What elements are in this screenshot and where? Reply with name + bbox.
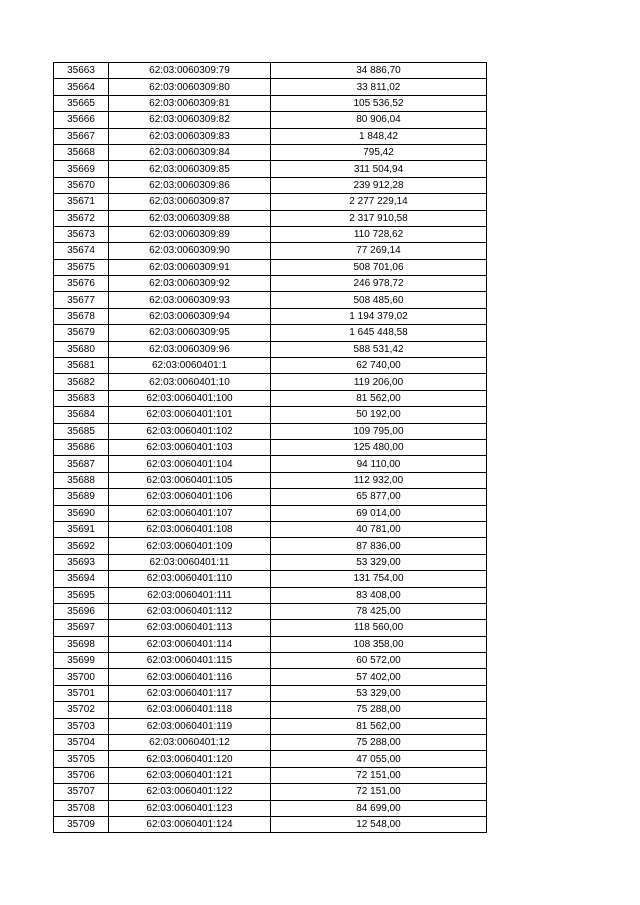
table-row [54,407,487,423]
cadastral-number-cell: 62:03:0060309:96 [109,341,271,357]
table-row [54,276,487,292]
row-number-cell: 35707 [54,784,109,800]
cadastral-number-cell: 62:03:0060309:94 [109,308,271,324]
value-cell: 65 877,00 [271,489,487,505]
row-number-cell: 35689 [54,489,109,505]
row-number-cell: 35668 [54,144,109,160]
table-row [54,718,487,734]
value-cell: 62 740,00 [271,358,487,374]
table-row [54,702,487,718]
row-number-cell: 35683 [54,390,109,406]
value-cell: 47 055,00 [271,751,487,767]
value-cell: 239 912,28 [271,177,487,193]
row-number-cell: 35682 [54,374,109,390]
row-number-cell: 35684 [54,407,109,423]
table-row [54,587,487,603]
cadastral-number-cell: 62:03:0060309:85 [109,161,271,177]
row-number-cell: 35698 [54,636,109,652]
value-cell: 2 277 229,14 [271,194,487,210]
cadastral-number-cell: 62:03:0060401:113 [109,620,271,636]
cadastral-number-cell: 62:03:0060401:111 [109,587,271,603]
table-row [54,325,487,341]
cadastral-number-cell: 62:03:0060309:82 [109,112,271,128]
value-cell: 53 329,00 [271,685,487,701]
row-number-cell: 35674 [54,243,109,259]
cadastral-number-cell: 62:03:0060309:90 [109,243,271,259]
cadastral-number-cell: 62:03:0060309:89 [109,226,271,242]
value-cell: 112 932,00 [271,472,487,488]
table-row [54,603,487,619]
value-cell: 1 848,42 [271,128,487,144]
value-cell: 311 504,94 [271,161,487,177]
value-cell: 40 781,00 [271,521,487,537]
cadastral-number-cell: 62:03:0060401:115 [109,653,271,669]
row-number-cell: 35709 [54,816,109,832]
cadastral-number-cell: 62:03:0060401:110 [109,571,271,587]
cadastral-number-cell: 62:03:0060309:83 [109,128,271,144]
row-number-cell: 35706 [54,767,109,783]
row-number-cell: 35666 [54,112,109,128]
value-cell: 508 701,06 [271,259,487,275]
cadastral-number-cell: 62:03:0060309:80 [109,79,271,95]
cadastral-number-cell: 62:03:0060401:10 [109,374,271,390]
value-cell: 110 728,62 [271,226,487,242]
table-row [54,816,487,832]
row-number-cell: 35670 [54,177,109,193]
table-row [54,456,487,472]
value-cell: 75 288,00 [271,702,487,718]
table-row [54,784,487,800]
value-cell: 108 358,00 [271,636,487,652]
row-number-cell: 35663 [54,63,109,79]
row-number-cell: 35669 [54,161,109,177]
row-number-cell: 35678 [54,308,109,324]
table-row [54,390,487,406]
cadastral-number-cell: 62:03:0060309:88 [109,210,271,226]
cadastral-number-cell: 62:03:0060401:101 [109,407,271,423]
cadastral-number-cell: 62:03:0060309:92 [109,276,271,292]
value-cell: 84 699,00 [271,800,487,816]
cadastral-number-cell: 62:03:0060401:109 [109,538,271,554]
row-number-cell: 35702 [54,702,109,718]
value-cell: 57 402,00 [271,669,487,685]
row-number-cell: 35685 [54,423,109,439]
cadastral-number-cell: 62:03:0060401:108 [109,521,271,537]
value-cell: 83 408,00 [271,587,487,603]
value-cell: 105 536,52 [271,95,487,111]
table-row [54,341,487,357]
table-row [54,505,487,521]
table-row [54,259,487,275]
cadastral-number-cell: 62:03:0060401:116 [109,669,271,685]
table-row [54,800,487,816]
value-cell: 94 110,00 [271,456,487,472]
row-number-cell: 35673 [54,226,109,242]
value-cell: 81 562,00 [271,390,487,406]
cadastral-number-cell: 62:03:0060309:81 [109,95,271,111]
table-row [54,374,487,390]
row-number-cell: 35677 [54,292,109,308]
value-cell: 2 317 910,58 [271,210,487,226]
cadastral-number-cell: 62:03:0060309:93 [109,292,271,308]
table-row [54,751,487,767]
value-cell: 72 151,00 [271,784,487,800]
value-cell: 69 014,00 [271,505,487,521]
value-cell: 50 192,00 [271,407,487,423]
table-row [54,439,487,455]
cadastral-number-cell: 62:03:0060309:91 [109,259,271,275]
row-number-cell: 35691 [54,521,109,537]
cadastral-number-cell: 62:03:0060401:107 [109,505,271,521]
table-row [54,423,487,439]
value-cell: 795,42 [271,144,487,160]
row-number-cell: 35692 [54,538,109,554]
table-row [54,177,487,193]
table-row [54,653,487,669]
table-row [54,669,487,685]
table-row [54,308,487,324]
cadastral-number-cell: 62:03:0060401:11 [109,554,271,570]
value-cell: 1 645 448,58 [271,325,487,341]
cadastral-number-cell: 62:03:0060401:121 [109,767,271,783]
table-row [54,554,487,570]
value-cell: 33 811,02 [271,79,487,95]
table-row [54,636,487,652]
table-row [54,144,487,160]
table-row [54,735,487,751]
table-row [54,226,487,242]
table-row [54,489,487,505]
value-cell: 131 754,00 [271,571,487,587]
row-number-cell: 35695 [54,587,109,603]
cadastral-number-cell: 62:03:0060401:12 [109,735,271,751]
table-row [54,112,487,128]
table-row [54,161,487,177]
cadastral-number-cell: 62:03:0060401:123 [109,800,271,816]
cadastral-number-cell: 62:03:0060401:114 [109,636,271,652]
value-cell: 118 560,00 [271,620,487,636]
table-row [54,620,487,636]
cadastral-number-cell: 62:03:0060401:105 [109,472,271,488]
row-number-cell: 35667 [54,128,109,144]
row-number-cell: 35679 [54,325,109,341]
value-cell: 1 194 379,02 [271,308,487,324]
table-row [54,538,487,554]
cadastral-number-cell: 62:03:0060309:79 [109,63,271,79]
cadastral-number-cell: 62:03:0060401:102 [109,423,271,439]
cadastral-number-cell: 62:03:0060309:87 [109,194,271,210]
row-number-cell: 35701 [54,685,109,701]
value-cell: 119 206,00 [271,374,487,390]
row-number-cell: 35665 [54,95,109,111]
cadastral-number-cell: 62:03:0060401:119 [109,718,271,734]
row-number-cell: 35699 [54,653,109,669]
cadastral-number-cell: 62:03:0060401:106 [109,489,271,505]
value-cell: 588 531,42 [271,341,487,357]
value-cell: 80 906,04 [271,112,487,128]
row-number-cell: 35688 [54,472,109,488]
table-row [54,128,487,144]
table-row [54,767,487,783]
row-number-cell: 35703 [54,718,109,734]
row-number-cell: 35705 [54,751,109,767]
value-cell: 60 572,00 [271,653,487,669]
value-cell: 12 548,00 [271,816,487,832]
row-number-cell: 35697 [54,620,109,636]
row-number-cell: 35694 [54,571,109,587]
table-body [54,63,487,833]
row-number-cell: 35675 [54,259,109,275]
cadastral-number-cell: 62:03:0060401:1 [109,358,271,374]
value-cell: 77 269,14 [271,243,487,259]
cadastral-number-cell: 62:03:0060309:84 [109,144,271,160]
cadastral-number-cell: 62:03:0060309:95 [109,325,271,341]
cadastral-number-cell: 62:03:0060401:120 [109,751,271,767]
value-cell: 81 562,00 [271,718,487,734]
row-number-cell: 35704 [54,735,109,751]
value-cell: 72 151,00 [271,767,487,783]
table-row [54,243,487,259]
row-number-cell: 35672 [54,210,109,226]
row-number-cell: 35708 [54,800,109,816]
row-number-cell: 35687 [54,456,109,472]
value-cell: 34 886,70 [271,63,487,79]
value-cell: 125 480,00 [271,439,487,455]
row-number-cell: 35664 [54,79,109,95]
cadastral-number-cell: 62:03:0060309:86 [109,177,271,193]
cadastral-number-cell: 62:03:0060401:118 [109,702,271,718]
table-row [54,571,487,587]
row-number-cell: 35696 [54,603,109,619]
cadastral-number-cell: 62:03:0060401:103 [109,439,271,455]
value-cell: 109 795,00 [271,423,487,439]
value-cell: 78 425,00 [271,603,487,619]
cadastral-value-table [53,62,487,833]
cadastral-number-cell: 62:03:0060401:100 [109,390,271,406]
table-row [54,63,487,79]
table-row [54,685,487,701]
row-number-cell: 35680 [54,341,109,357]
row-number-cell: 35700 [54,669,109,685]
cadastral-number-cell: 62:03:0060401:104 [109,456,271,472]
table-row [54,210,487,226]
value-cell: 87 836,00 [271,538,487,554]
table-row [54,521,487,537]
value-cell: 53 329,00 [271,554,487,570]
table-row [54,358,487,374]
value-cell: 246 978,72 [271,276,487,292]
row-number-cell: 35690 [54,505,109,521]
table-row [54,292,487,308]
value-cell: 75 288,00 [271,735,487,751]
row-number-cell: 35681 [54,358,109,374]
row-number-cell: 35693 [54,554,109,570]
cadastral-number-cell: 62:03:0060401:112 [109,603,271,619]
row-number-cell: 35686 [54,439,109,455]
table-row [54,472,487,488]
table-row [54,95,487,111]
table-row [54,79,487,95]
table-row [54,194,487,210]
row-number-cell: 35671 [54,194,109,210]
cadastral-number-cell: 62:03:0060401:124 [109,816,271,832]
cadastral-number-cell: 62:03:0060401:117 [109,685,271,701]
cadastral-number-cell: 62:03:0060401:122 [109,784,271,800]
row-number-cell: 35676 [54,276,109,292]
value-cell: 508 485,60 [271,292,487,308]
